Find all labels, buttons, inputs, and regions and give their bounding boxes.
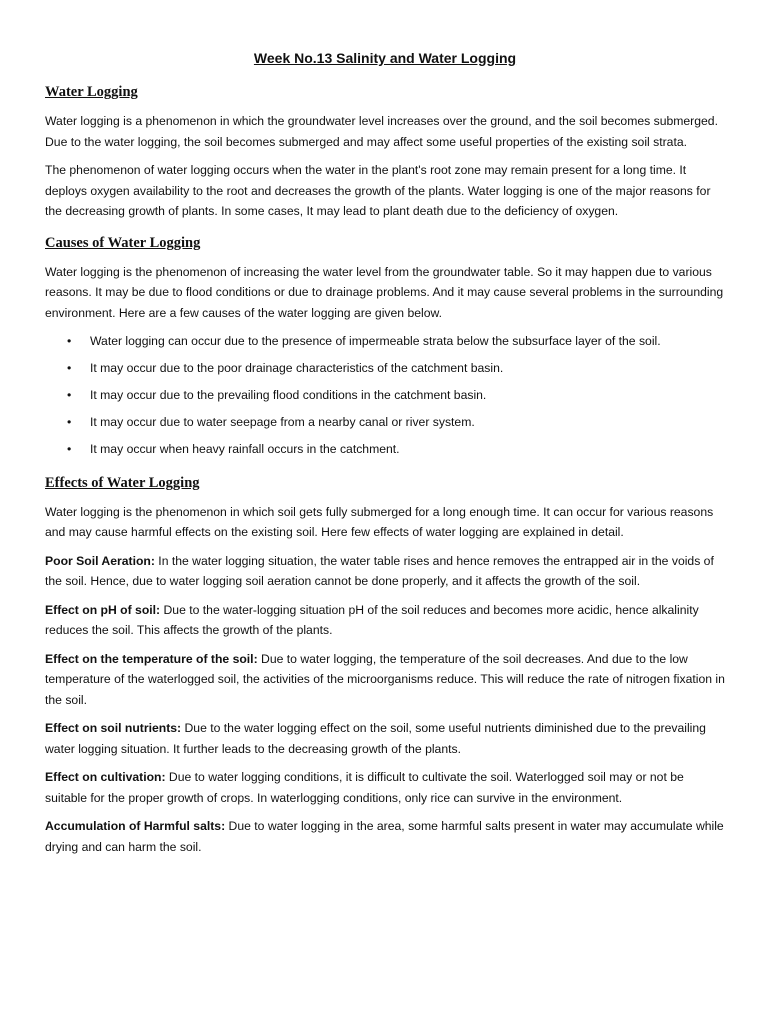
bullet-icon: • [67, 388, 72, 402]
bullet-icon: • [67, 415, 72, 429]
water-logging-paragraph-1: Water logging is a phenomenon in which the groundwater level increases over the ground, and the soil becomes submerged. Due to the water logging, the soil becomes submerged and may affect some useful properties of the existing soil strata. [45, 114, 718, 149]
document-page [45, 48, 725, 865]
causes-list [45, 331, 725, 460]
bullet-icon: • [67, 361, 72, 375]
list-item [45, 412, 725, 433]
effect-term: Accumulation of Harmful salts: [45, 819, 226, 833]
effect-item [45, 718, 725, 759]
effect-text: Due to water logging conditions, it is difficult to cultivate the soil. Waterlogged soil may or not be suitable for the proper growth of crops. In waterlogging conditions, only rice can survive in the environment. [45, 770, 684, 805]
effect-term: Poor Soil Aeration: [45, 553, 155, 568]
list-item-text: It may occur due to water seepage from a nearby canal or river system. [90, 415, 475, 429]
document-title: Week No.13 Salinity and Water Logging [253, 50, 517, 66]
list-item-text: It may occur due to the prevailing flood conditions in the catchment basin. [90, 388, 487, 402]
effect-text: Due to water logging in the area, some harmful salts present in water may accumulate while drying and can harm the soil. [45, 819, 724, 854]
effect-text: In the water logging situation, the water table rises and hence removes the entrapped air in the voids of the soil. Hence, due to water logging soil aeration cannot be done properly, and it affects the growth of the soil. [45, 553, 714, 588]
effect-text: Due to the water logging effect on the soil, some useful nutrients diminished due to the prevailing water logging situation. It further leads to the decreasing growth of the plants. [45, 721, 706, 756]
effect-term: Effect on soil nutrients: [45, 721, 182, 735]
effect-item [45, 649, 725, 711]
list-item-text: It may occur due to the poor drainage characteristics of the catchment basin. [90, 361, 504, 375]
list-item [45, 385, 725, 406]
bullet-icon: • [67, 334, 72, 348]
effect-term: Effect on cultivation: [45, 770, 166, 784]
effect-item [45, 600, 725, 641]
effect-item [45, 551, 725, 592]
effects-intro: Water logging is the phenomenon in which soil gets fully submerged for a long enough time. It can occur for various reasons and may cause harmful effects on the existing soil. Here few effects of water logging are explained in detail. [45, 504, 714, 539]
water-logging-paragraph-2: The phenomenon of water logging occurs when the water in the plant's root zone may remain present for a long time. It deploys oxygen availability to the root and decreases the growth of the plants. Water logging is one of the major reasons for the decreasing growth of plants. In some cases, It may lead to plant death due to the deficiency of oxygen. [45, 163, 711, 218]
heading-causes: Causes of Water Logging [45, 234, 201, 251]
causes-intro: Water logging is the phenomenon of increasing the water level from the groundwater table. So it may happen due to various reasons. It may be due to flood conditions or due to drainage problems. And it may cause several problems in the surrounding environment. Here are a few causes of the water logging are given below. [45, 264, 724, 320]
list-item [45, 331, 725, 352]
list-item-text: Water logging can occur due to the presence of impermeable strata below the subsurface layer of the soil. [90, 334, 661, 348]
effect-text: Due to water logging, the temperature of the soil decreases. And due to the low temperature of the waterlogged soil, the activities of the microorganisms reduce. This will reduce the rate of nitrogen fixation in the soil. [45, 651, 725, 707]
list-item [45, 439, 725, 460]
bullet-icon: • [67, 442, 72, 456]
effect-term: Effect on the temperature of the soil: [45, 651, 258, 666]
list-item-text: It may occur when heavy rainfall occurs in the catchment. [90, 442, 400, 456]
heading-effects: Effects of Water Logging [45, 474, 200, 491]
effect-term: Effect on pH of soil: [45, 602, 161, 617]
effect-text: Due to the water-logging situation pH of the soil reduces and becomes more acidic, hence alkalinity reduces the soil. This affects the growth of the plants. [45, 602, 699, 637]
effect-item [45, 816, 725, 857]
heading-water-logging: Water Logging [45, 84, 138, 100]
list-item [45, 358, 725, 379]
effect-item [45, 767, 725, 808]
